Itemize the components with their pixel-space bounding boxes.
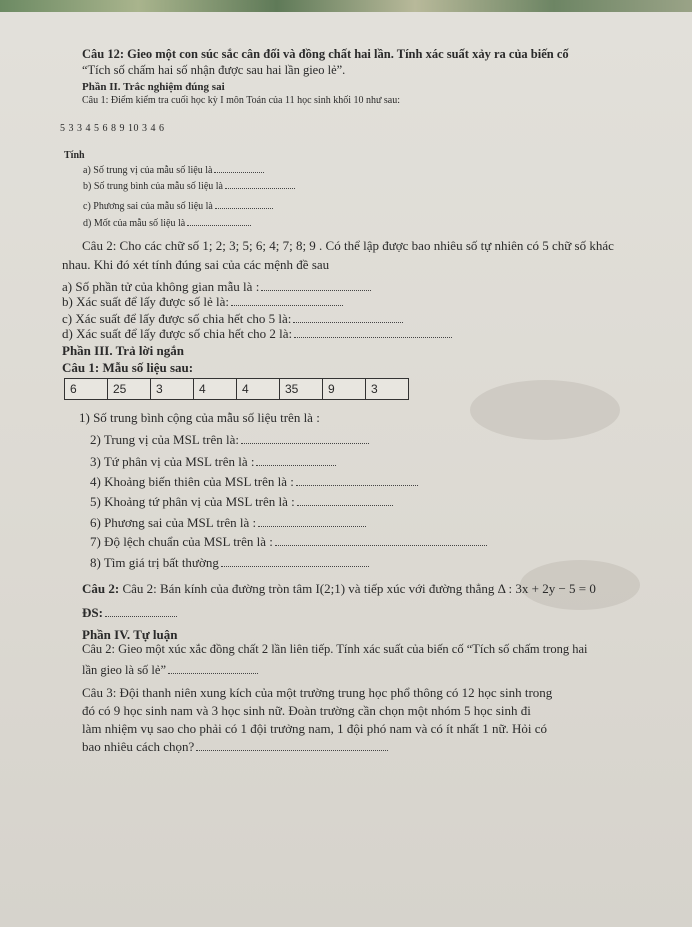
s2q1-calc-label: Tính bbox=[64, 150, 85, 161]
s2q1-item-a: a) Số trung vị của mẫu số liệu là bbox=[83, 166, 264, 176]
section2-title: Phần II. Trắc nghiệm đúng sai bbox=[82, 81, 225, 93]
s3q1-item-6: 6) Phương sai của MSL trên là : bbox=[90, 516, 366, 529]
section4-title: Phần IV. Tự luận bbox=[82, 627, 178, 642]
s2q1-item-b: b) Số trung bình của mẫu số liệu là bbox=[83, 182, 295, 192]
table-cell: 4 bbox=[237, 379, 280, 400]
table-cell: 4 bbox=[194, 379, 237, 400]
s4q3-line3: làm nhiệm vụ sao cho phải có 1 đội trưởng nam, 1 đội phó nam và có ít nhất 1 nữ. Hỏi có bbox=[82, 721, 548, 736]
table-cell: 35 bbox=[280, 379, 323, 400]
table-cell: 25 bbox=[108, 379, 151, 400]
s2q2-item-a: a) Số phần tử của không gian mẫu là : bbox=[62, 280, 371, 293]
s2q2-line2: nhau. Khi đó xét tính đúng sai của các mệnh đề sau bbox=[62, 257, 330, 272]
s3q1-title: Câu 1: Mẫu số liệu sau: bbox=[62, 360, 194, 375]
s4q3-line2: đó có 9 học sinh nam và 3 học sinh nữ. Đoàn trường cần chọn một nhóm 5 học sinh đi bbox=[82, 703, 531, 718]
table-cell: 9 bbox=[323, 379, 366, 400]
q12-line2: “Tích số chấm hai số nhận được sau hai lần gieo lẻ”. bbox=[82, 63, 346, 77]
s2q2-line1: Câu 2: Cho các chữ số 1; 2; 3; 5; 6; 4; 7; 8; 9 . Có thể lập được bao nhiêu số tự nhiên có 5 chữ số khác bbox=[82, 238, 614, 253]
table-cell: 3 bbox=[366, 379, 409, 400]
s2q2-item-b: b) Xác suất để lấy được số lẻ là: bbox=[62, 295, 343, 308]
s3q2-answer-label: ĐS: bbox=[82, 606, 177, 619]
s3q1-item-8: 8) Tìm giá trị bất thường bbox=[90, 556, 369, 569]
s2q2-item-c: c) Xác suất để lấy được số chia hết cho 5 là: bbox=[62, 312, 403, 325]
s2q1-item-d: d) Mốt của mẫu số liệu là bbox=[83, 219, 251, 229]
worksheet-page bbox=[0, 12, 692, 927]
s3q1-item-1: 1) Số trung bình cộng của mẫu số liệu trên là : bbox=[79, 410, 320, 425]
s4q3-line4: bao nhiêu cách chọn? bbox=[82, 740, 388, 753]
s4q2-line2: lần gieo là số lẻ” bbox=[82, 664, 258, 677]
s4q3-line1: Câu 3: Đội thanh niên xung kích của một trường trung học phổ thông có 12 học sinh trong bbox=[82, 685, 553, 700]
q12-line1: Câu 12: Gieo một con súc sắc cân đối và đồng chất hai lần. Tính xác suất xảy ra của biến cố bbox=[82, 47, 569, 61]
section3-title: Phần III. Trả lời ngắn bbox=[62, 343, 184, 358]
s2q1-numbers: 5 3 3 4 5 6 8 9 10 3 4 6 bbox=[60, 123, 165, 134]
table-cell: 3 bbox=[151, 379, 194, 400]
s3q1-item-3: 3) Tứ phân vị của MSL trên là : bbox=[90, 455, 336, 468]
s3q2-question: Câu 2: Câu 2: Bán kính của đường tròn tâm I(2;1) và tiếp xúc với đường thẳng Δ : 3x + 2y − 5 = 0 bbox=[82, 581, 596, 596]
table-row bbox=[65, 379, 409, 400]
s3q1-item-2: 2) Trung vị của MSL trên là: bbox=[90, 433, 369, 446]
s2q1-item-c: c) Phương sai của mẫu số liệu là bbox=[83, 202, 273, 212]
paper-smudge bbox=[470, 380, 620, 440]
s2q2-item-d: d) Xác suất để lấy được số chia hết cho 2 là: bbox=[62, 327, 452, 340]
s3q1-item-7: 7) Độ lệch chuẩn của MSL trên là : bbox=[90, 535, 487, 548]
s3q1-item-4: 4) Khoảng biến thiên của MSL trên là : bbox=[90, 475, 418, 488]
s4q2-line1: Câu 2: Gieo một xúc xắc đồng chất 2 lần liên tiếp. Tính xác suất của biến cố “Tích số chấm trong hai bbox=[82, 642, 588, 656]
table-cell: 6 bbox=[65, 379, 108, 400]
s3q1-item-5: 5) Khoảng tứ phân vị của MSL trên là : bbox=[90, 495, 393, 508]
data-table bbox=[64, 378, 409, 400]
s2q1-intro: Câu 1: Điểm kiểm tra cuối học kỳ I môn Toán của 11 học sinh khối 10 như sau: bbox=[82, 95, 400, 106]
